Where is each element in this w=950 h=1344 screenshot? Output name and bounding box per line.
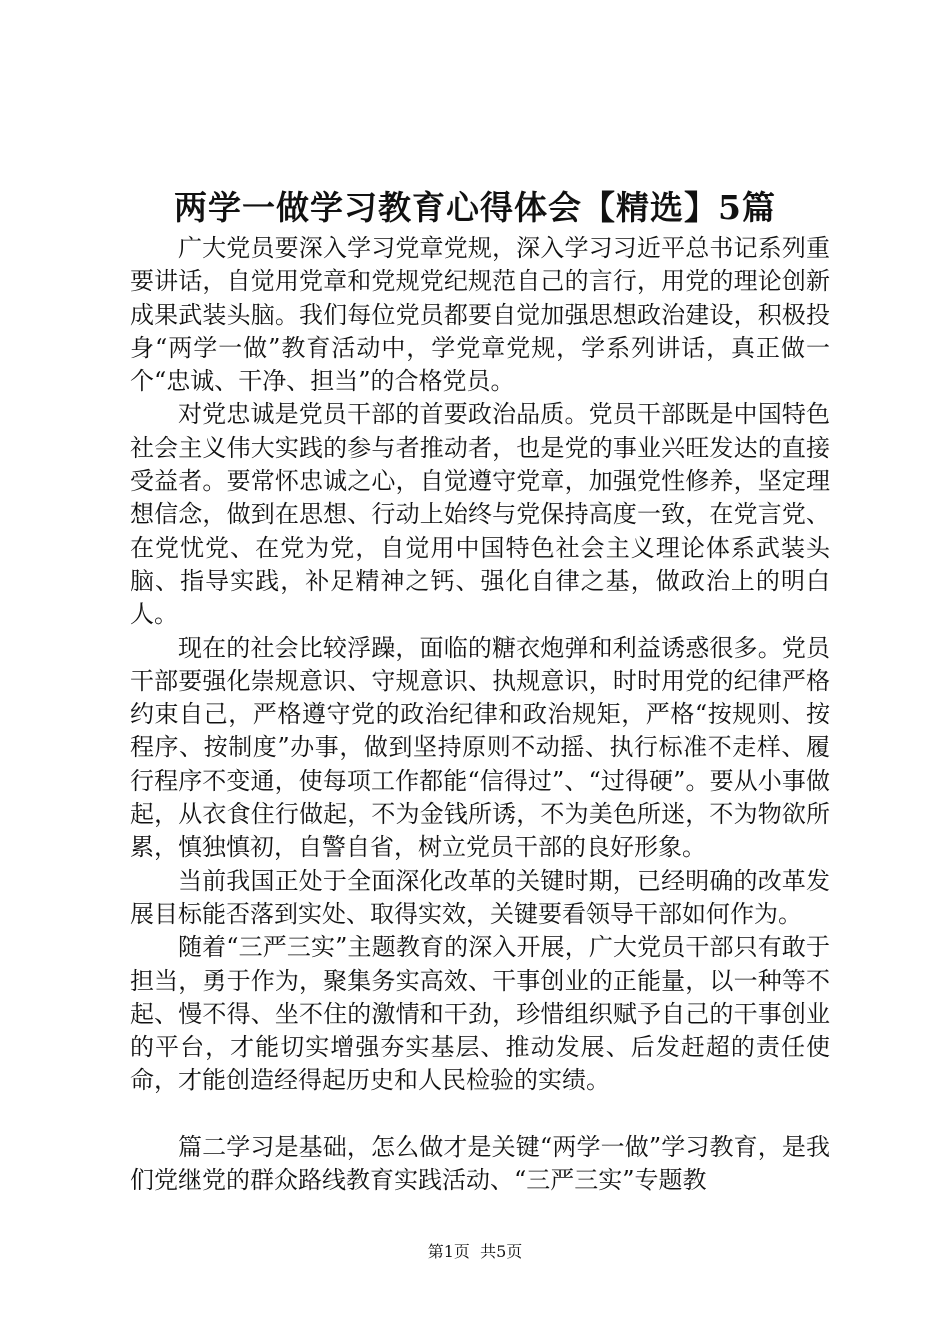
paragraph-2: 对党忠诚是党员干部的首要政治品质。党员干部既是中国特色社会主义伟大实践的参与者推动者，也是党的事业兴旺发达的直接受益者。要常怀忠诚之心，自觉遵守党章，加强党性修养，坚定理想信念，做到在思想、行动上始终与党保持高度一致，在党言党、在党忧党、在党为党，自觉用中国特色社会主义理论体系武装头脑、指导实践，补足精神之钙、强化自律之基，做政治上的明白人。 (130, 400, 830, 629)
paragraph-5: 随着“三严三实”主题教育的深入开展，广大党员干部只有敢于担当，勇于作为，聚集务实高效、干事创业的正能量，以一种等不起、慢不得、坐不住的激情和干劲，珍惜组织赋予自己的干事创业的平台，才能切实增强夯实基层、推动发展、后发赶超的责任使命，才能创造经得起历史和人民检验的实绩。 (130, 933, 830, 1095)
paragraph-4: 当前我国正处于全面深化改革的关键时期，已经明确的改革发展目标能否落到实处、取得实效，关键要看领导干部如何作为。 (130, 866, 830, 928)
paragraph-3: 现在的社会比较浮躁，面临的糖衣炮弹和利益诱惑很多。党员干部要强化崇规意识、守规意识、执规意识，时时用党的纪律严格约束自己，严格遵守党的政治纪律和政治规矩，严格“按规则、按程序、按制度”办事，做到坚持原则不动摇、执行标准不走样、履行程序不变通，使每项工作都能“信得过”、“过得硬”。要从小事做起，从衣食住行做起，不为金钱所诱，不为美色所迷，不为物欲所累，慎独慎初，自警自省，树立党员干部的良好形象。 (130, 633, 830, 862)
document-title: 两学一做学习教育心得体会【精选】5篇 (174, 188, 776, 227)
document-body (130, 232, 830, 1197)
paragraph-spacer (130, 1098, 830, 1131)
paragraph-6: 篇二学习是基础，怎么做才是关键“两学一做”学习教育，是我们党继党的群众路线教育实践活动、“三严三实”专题教 (130, 1132, 830, 1195)
page-number-footer: 第1页 共5页 (427, 1242, 523, 1261)
paragraph-1: 广大党员要深入学习党章党规，深入学习习近平总书记系列重要讲话，自觉用党章和党规党纪规范自己的言行，用党的理论创新成果武装头脑。我们每位党员都要自觉加强思想政治建设，积极投身“两学一做”教育活动中，学党章党规，学系列讲话，真正做一个“忠诚、干净、担当”的合格党员。 (130, 234, 830, 396)
